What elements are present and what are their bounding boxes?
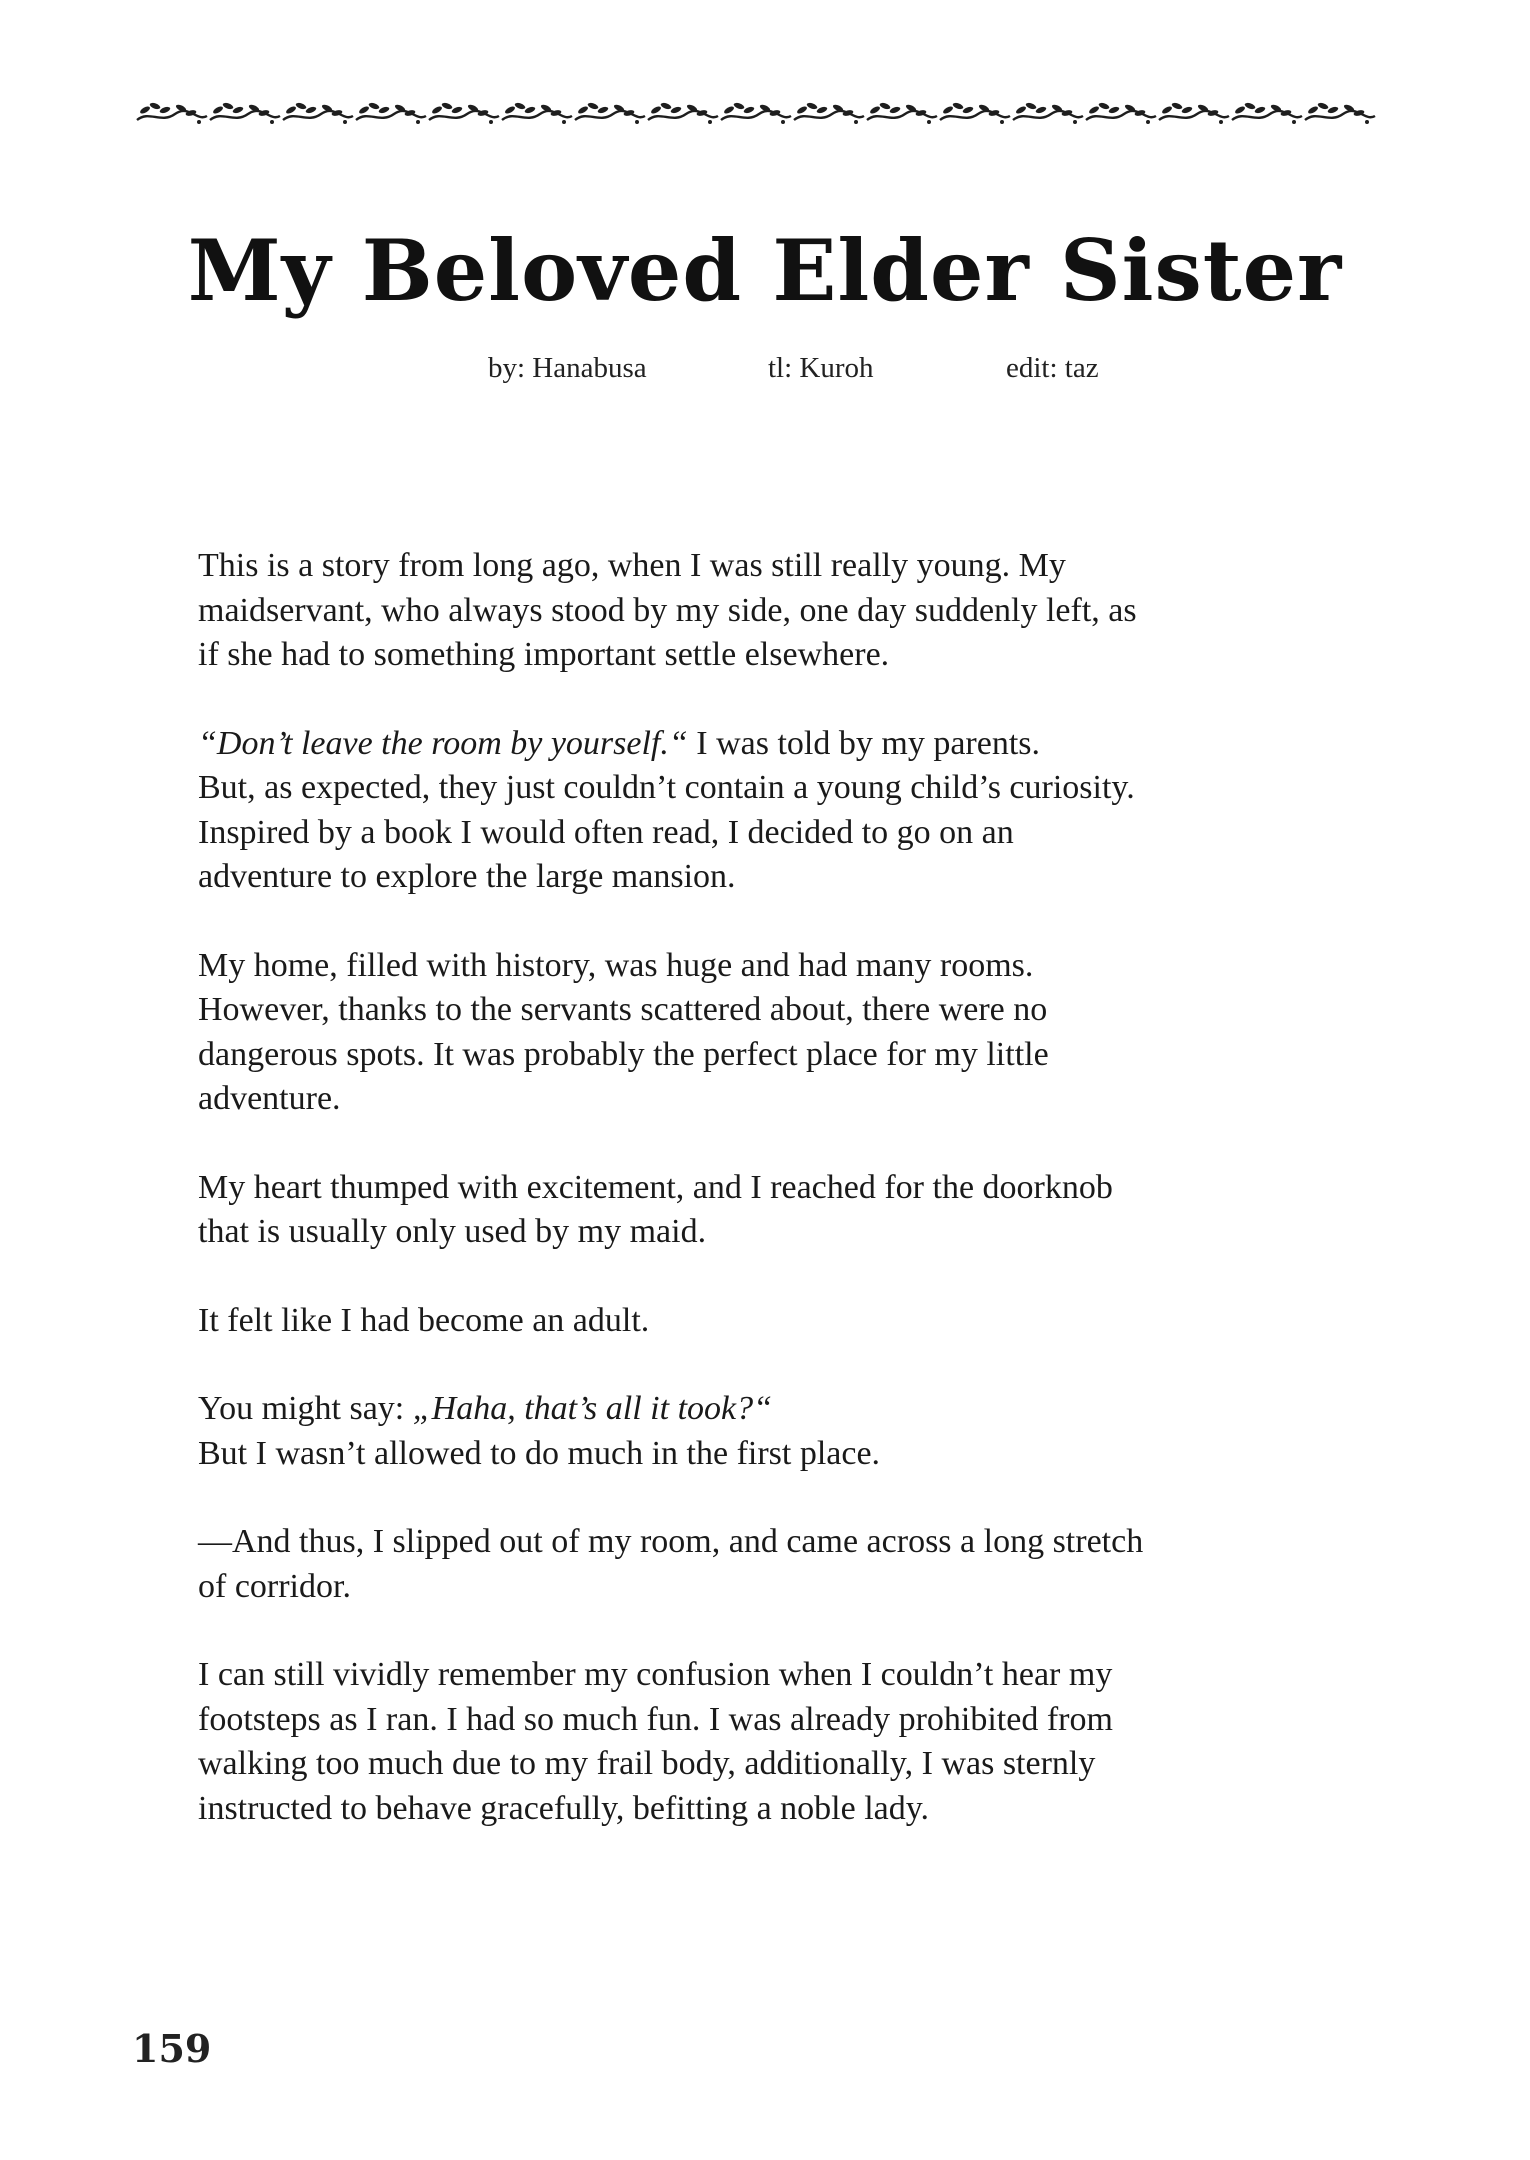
vine-motif-icon [356,102,426,124]
paragraph-8 [198,1653,1358,1831]
text-line: maidservant, who always stood by my side, one day suddenly left, as [198,591,1137,629]
page-number: 159 [132,2026,212,2071]
text-line: But, as expected, they just couldn’t contain a young child’s curiosity. [198,769,1135,806]
vine-motif-icon [137,102,207,124]
paragraph-7 [198,1520,1358,1609]
text-line: However, thanks to the servants scattered about, there were no [198,991,1048,1028]
vine-motif-icon [1159,102,1229,124]
vine-motif-icon [794,102,864,124]
italic-quote: „Haha, that’s all it took?“ [412,1390,773,1427]
vine-motif-icon [1086,102,1156,124]
vine-motif-icon [575,102,645,124]
text-line: This is a story from long ago, when I was still really young. My [198,547,1066,584]
vine-motif-icon [867,102,937,124]
text-line: instructed to behave gracefully, befitting a noble lady. [198,1789,930,1827]
paragraph-5 [198,1299,1358,1344]
text-line: adventure to explore the large mansion. [198,858,736,895]
vine-motif-icon [210,102,280,124]
vine-motif-icon [940,102,1010,124]
vine-motif-icon [1232,102,1302,124]
vine-motif-icon [721,102,791,124]
credits-line [0,352,1530,392]
paragraph-6 [198,1387,1358,1476]
vine-motif-icon [429,102,499,124]
text-line: Inspired by a book I would often read, I decided to go on an [198,813,1014,851]
paragraph-3 [198,944,1358,1122]
credit-author: by: Hanabusa [488,352,647,384]
paragraph-4 [198,1166,1358,1255]
page-title: My Beloved Elder Sister [187,221,1343,320]
text-line: I can still vividly remember my confusion when I couldn’t hear my [198,1656,1113,1693]
credit-editor: edit: taz [1006,352,1099,384]
italic-quote: “Don’t leave the room by yourself.“ [198,724,688,762]
text-line: —And thus, I slipped out of my room, and came across a long stretch [198,1523,1144,1560]
text-line: walking too much due to my frail body, additionally, I was sternly [198,1745,1096,1782]
text-line: My heart thumped with excitement, and I reached for the doorknob [198,1168,1113,1206]
paragraph-2 [198,722,1358,900]
text-line: I was told by my parents. [687,724,1040,762]
text-line: But I wasn’t allowed to do much in the first place. [198,1434,881,1472]
text-line: dangerous spots. It was probably the perfect place for my little [198,1035,1049,1073]
text-line: It felt like I had become an adult. [198,1301,650,1339]
vine-motif-icon [502,102,572,124]
vine-motif-icon [283,102,353,124]
story-body [198,544,1358,1875]
text-line: adventure. [198,1080,341,1117]
vine-motif-icon [1013,102,1083,124]
credit-translator: tl: Kuroh [768,352,874,384]
vine-motif-icon [1305,102,1375,124]
text-line: if she had to something important settle elsewhere. [198,636,890,673]
text-line: My home, filled with history, was huge and had many rooms. [198,946,1034,984]
text-line: of corridor. [198,1567,351,1605]
text-line: You might say: [198,1390,413,1427]
vine-motif-icon [648,102,718,124]
text-line: that is usually only used by my maid. [198,1213,707,1250]
paragraph-1 [198,544,1358,678]
text-line: footsteps as I ran. I had so much fun. I was already prohibited from [198,1700,1113,1738]
vine-border-ornament-icon [135,96,1390,132]
